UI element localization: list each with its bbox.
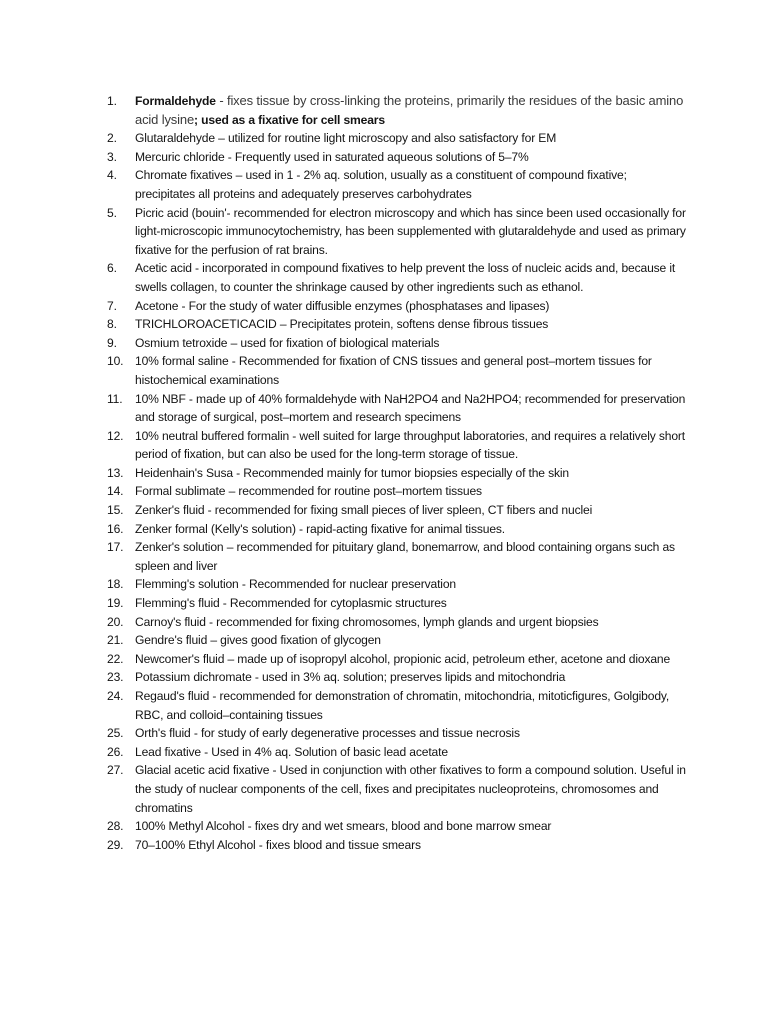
item-name: Mercuric chloride xyxy=(135,149,225,164)
item-separator: - xyxy=(178,298,189,313)
item-number: 28. xyxy=(107,819,124,834)
item-separator: – xyxy=(224,651,238,666)
item-number: 10. xyxy=(107,354,124,369)
item-number: 23. xyxy=(107,670,124,685)
item-name: Zenker's solution xyxy=(135,540,224,555)
item-description: ; used as a fixative for cell smears xyxy=(194,112,385,127)
item-description: gives good fixation of glycogen xyxy=(220,633,381,648)
item-number: 11. xyxy=(107,391,123,406)
list-item xyxy=(107,687,687,724)
item-description: used in 1 - 2% aq. solution, usually as a constituent of compound fixative; precipitates all proteins and adequately preserves carbohydrates xyxy=(135,168,627,201)
item-description: recommended for fixing chromosomes, lymph glands and urgent biopsies xyxy=(216,614,599,629)
item-name: Regaud's fluid xyxy=(135,689,210,703)
item-number: 22. xyxy=(107,651,124,666)
item-separator: - xyxy=(289,428,300,443)
item-number: 18. xyxy=(107,577,124,592)
item-description: recommended for routine post–mortem tissues xyxy=(238,484,482,499)
item-description: recommended for electron microscopy and which has since been used occasionally for light-microscopic immunocytochemistry, has been supplemented with glutaraldehyde and used as primary fixative for the perfusion of rat brains. xyxy=(135,205,686,257)
item-name: Carnoy's fluid xyxy=(135,614,206,629)
list-item xyxy=(107,668,687,687)
item-description: Recommended mainly for tumor biopsies especially of the skin xyxy=(243,465,569,480)
item-name: Osmium tetroxide xyxy=(135,335,228,350)
item-description: well suited for large throughput laboratories, and requires a relatively short period of fixation, but can also be used for the long-term storage of tissue. xyxy=(135,428,685,462)
list-item xyxy=(107,464,687,483)
item-number: 6. xyxy=(107,261,117,276)
list-item xyxy=(107,148,687,167)
item-separator: – xyxy=(207,633,221,648)
item-description: made up of isopropyl alcohol, propionic acid, petroleum ether, acetone and dioxane xyxy=(237,651,671,666)
item-number: 3. xyxy=(107,149,117,164)
list-item xyxy=(107,761,687,817)
item-separator: - xyxy=(190,726,201,741)
item-description: recommended for fixing small pieces of liver spleen, CT fibers and nuclei xyxy=(214,503,593,518)
item-name: Heidenhain's Susa xyxy=(135,465,233,480)
item-name: Acetone xyxy=(135,298,179,313)
item-description: Recommended for fixation of CNS tissues and general post–mortem tissues for histochemical examinations xyxy=(135,354,652,387)
item-number: 16. xyxy=(107,521,124,536)
item-separator: – xyxy=(276,317,290,332)
item-description: Used in conjunction with other fixatives to form a compound solution. Useful in the study of nuclear components of the cell, fixes and precipitates nucleoproteins, chromosomes and chromatins xyxy=(135,763,686,815)
item-number: 4. xyxy=(107,168,117,183)
item-number: 2. xyxy=(107,131,117,146)
list-item xyxy=(107,92,687,129)
list-item xyxy=(107,315,687,334)
item-separator: - xyxy=(269,763,280,778)
list-item xyxy=(107,613,687,632)
item-number: 12. xyxy=(107,428,124,443)
item-description: Recommended for cytoplasmic structures xyxy=(229,596,447,611)
item-description: fixes blood and tissue smears xyxy=(265,837,421,852)
item-separator: - xyxy=(209,689,220,703)
item-separator: - xyxy=(205,614,217,629)
item-description-light: fixes tissue by cross-linking the proteins, primarily the residues of the basic amino acid lysine xyxy=(135,93,684,127)
item-description: used for fixation of biological materials xyxy=(240,335,440,350)
item-number: 21. xyxy=(107,633,124,648)
item-name: Picric acid (bouin'- xyxy=(135,205,231,220)
item-name: Orth's fluid xyxy=(135,726,191,741)
list-item xyxy=(107,538,687,575)
item-separator: - xyxy=(251,670,262,685)
item-separator: - xyxy=(238,577,249,592)
item-description: Frequently used in saturated aqueous solutions of 5–7% xyxy=(234,149,529,164)
item-name: Newcomer's fluid xyxy=(135,651,225,666)
list-item xyxy=(107,259,687,296)
item-name: Formaldehyde xyxy=(135,94,216,108)
list-item xyxy=(107,129,687,148)
list-item xyxy=(107,650,687,669)
item-number: 1. xyxy=(107,94,117,108)
item-description: recommended for pituitary gland, bonemarrow, and blood containing organs such as spleen and liver xyxy=(135,540,675,573)
item-description: For the study of water diffusible enzymes (phosphatases and lipases) xyxy=(188,298,550,313)
list-item xyxy=(107,594,687,613)
item-separator: - xyxy=(224,149,235,164)
list-item xyxy=(107,724,687,743)
fixative-list xyxy=(107,92,687,854)
item-name: TRICHLOROACETICACID xyxy=(135,317,277,332)
item-name: 70–100% Ethyl Alcohol xyxy=(135,837,256,852)
item-separator: - xyxy=(200,744,212,759)
list-item xyxy=(107,520,687,539)
item-number: 24. xyxy=(107,689,124,703)
list-item xyxy=(107,166,687,203)
item-description: Recommended for nuclear preservation xyxy=(248,577,456,592)
item-separator: – xyxy=(232,168,246,183)
list-item xyxy=(107,501,687,520)
list-item xyxy=(107,743,687,762)
list-item xyxy=(107,297,687,316)
item-separator: - xyxy=(191,261,203,276)
item-name: Lead fixative xyxy=(135,744,201,759)
item-number: 8. xyxy=(107,317,117,332)
item-separator: - xyxy=(185,391,197,406)
item-description: fixes dry and wet smears, blood and bone marrow smear xyxy=(254,819,552,834)
item-number: 7. xyxy=(107,298,117,313)
item-number: 9. xyxy=(107,335,117,350)
item-name: Flemming's solution xyxy=(135,577,239,592)
item-separator: – xyxy=(223,540,237,555)
item-description: recommended for demonstration of chromatin, mitochondria, mitoticfigures, Golgibody, RBC, and colloid–containing tissues xyxy=(135,689,670,722)
item-separator: - xyxy=(228,354,239,369)
item-separator: - xyxy=(255,837,266,852)
item-number: 26. xyxy=(107,744,124,759)
list-item xyxy=(107,817,687,836)
item-name: 10% formal saline xyxy=(135,354,229,369)
item-description: for study of early degenerative processes and tissue necrosis xyxy=(200,726,520,741)
list-item xyxy=(107,482,687,501)
item-description: Used in 4% aq. Solution of basic lead acetate xyxy=(211,744,448,759)
list-item xyxy=(107,204,687,260)
list-item xyxy=(107,427,687,464)
item-description: used in 3% aq. solution; preserves lipids and mitochondria xyxy=(261,670,566,685)
item-description: utilized for routine light microscopy and also satisfactory for EM xyxy=(227,131,557,146)
item-separator: - xyxy=(232,465,244,480)
item-name: 10% neutral buffered formalin xyxy=(135,428,290,443)
item-name: Gendre's fluid xyxy=(135,633,208,648)
item-name: 100% Methyl Alcohol xyxy=(135,819,245,834)
item-number: 19. xyxy=(107,596,124,611)
item-separator: – xyxy=(227,335,241,350)
item-name: Glutaraldehyde xyxy=(135,131,215,146)
item-name: Zenker's fluid xyxy=(135,503,205,518)
item-name: Glacial acetic acid fixative xyxy=(135,763,270,778)
item-separator: - xyxy=(295,521,307,536)
item-name: Formal sublimate xyxy=(135,484,226,499)
item-name: Potassium dichromate xyxy=(135,670,252,685)
list-item xyxy=(107,631,687,650)
list-item xyxy=(107,390,687,427)
item-name: 10% NBF xyxy=(135,391,186,406)
item-name: Zenker formal (Kelly's solution) xyxy=(135,521,296,536)
item-number: 5. xyxy=(107,205,117,220)
item-number: 27. xyxy=(107,763,124,778)
item-description: made up of 40% formaldehyde with NaH2PO4 and Na2HPO4; recommended for preservation and storage of surgical, post–mortem and research specimens xyxy=(135,391,686,425)
list-item xyxy=(107,836,687,855)
item-description: Precipitates protein, softens dense fibrous tissues xyxy=(289,317,549,332)
item-separator: - xyxy=(244,819,255,834)
item-separator: - xyxy=(219,596,230,611)
item-number: 14. xyxy=(107,484,124,499)
item-separator: – xyxy=(225,484,239,499)
item-name: Chromate fixatives xyxy=(135,168,233,183)
item-name: Flemming's fluid xyxy=(135,596,220,611)
item-number: 17. xyxy=(107,540,124,555)
item-number: 29. xyxy=(107,837,124,852)
item-separator: - xyxy=(215,93,227,108)
item-separator: – xyxy=(214,131,228,146)
item-number: 20. xyxy=(107,614,124,629)
item-description: rapid-acting fixative for animal tissues. xyxy=(306,521,506,536)
list-item xyxy=(107,352,687,389)
item-separator: - xyxy=(204,503,215,518)
item-number: 13. xyxy=(107,465,124,480)
list-item xyxy=(107,334,687,353)
item-number: 15. xyxy=(107,503,124,518)
item-name: Acetic acid xyxy=(135,261,192,276)
item-number: 25. xyxy=(107,726,124,741)
list-item xyxy=(107,575,687,594)
item-description: incorporated in compound fixatives to help prevent the loss of nucleic acids and, because it swells collagen, to counter the shrinkage caused by other ingredients such as ethanol. xyxy=(135,261,676,294)
